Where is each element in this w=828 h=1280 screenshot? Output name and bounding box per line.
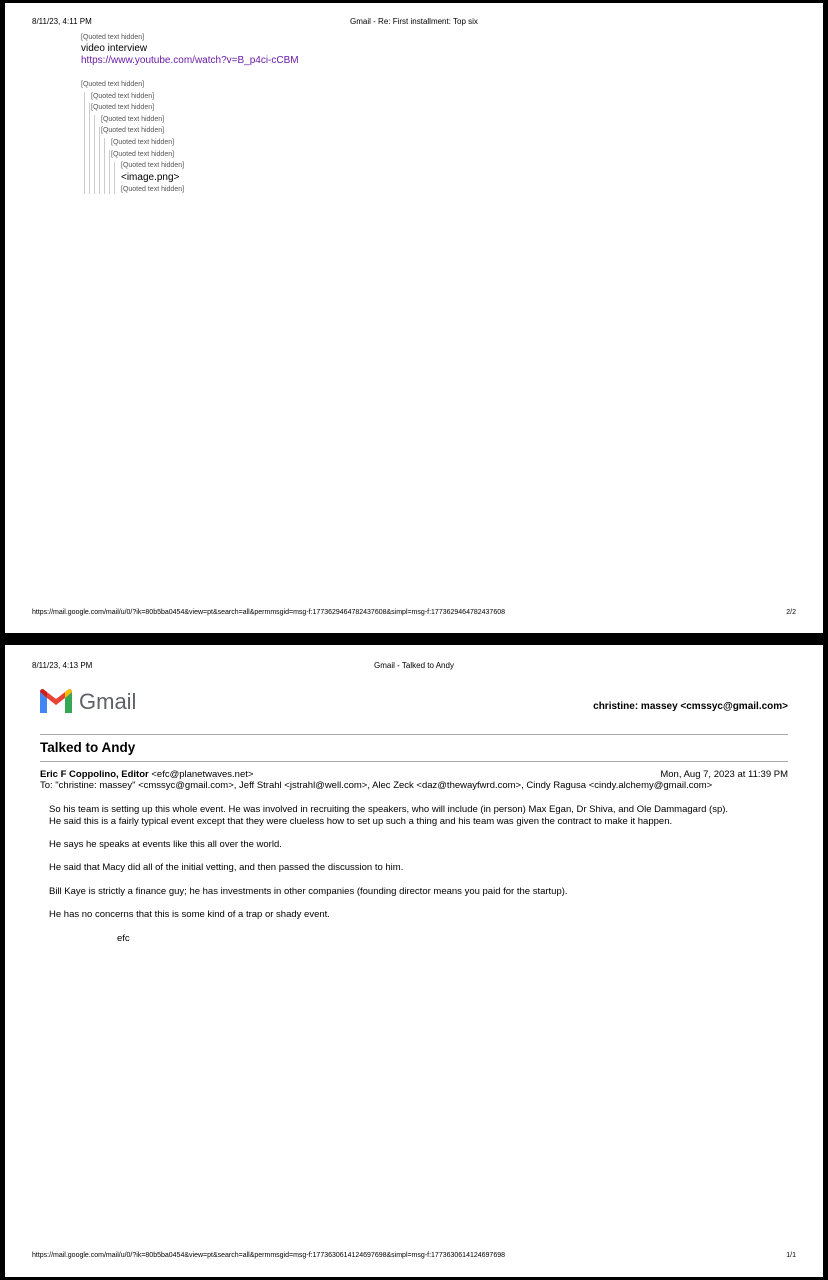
quote-bar bbox=[114, 162, 115, 194]
sender-email: <efc@planetwaves.net> bbox=[151, 769, 254, 780]
page-number: 2/2 bbox=[786, 609, 796, 616]
quote-bar bbox=[84, 92, 85, 194]
body-paragraph: He says he speaks at events like this all over the world. bbox=[49, 839, 282, 850]
email-subject: Talked to Andy bbox=[40, 740, 136, 755]
quoted-text-hidden[interactable]: [Quoted text hidden] bbox=[91, 93, 155, 100]
quoted-text-hidden[interactable]: [Quoted text hidden] bbox=[81, 81, 145, 88]
quoted-text-hidden[interactable]: [Quoted text hidden] bbox=[81, 34, 145, 41]
quoted-text-hidden[interactable]: [Quoted text hidden] bbox=[111, 151, 175, 158]
email-from bbox=[40, 769, 253, 780]
email-recipients: To: "christine: massey" <cmssyc@gmail.com>, Jeff Strahl <jstrahl@well.com>, Alec Zeck <daz@thewayfwrd.com>, Cindy Ragusa <cindy.alchemy@gmail.com> bbox=[40, 780, 713, 791]
body-paragraph bbox=[49, 804, 789, 827]
video-interview-label: video interview bbox=[81, 43, 148, 54]
quote-bar bbox=[99, 127, 100, 194]
page-header-date: 8/11/23, 4:13 PM bbox=[32, 661, 93, 670]
divider bbox=[40, 734, 788, 735]
signature: efc bbox=[117, 933, 130, 944]
body-line: So his team is setting up this whole event. He was involved in recruiting the speakers, who will include (in person) Max Egan, Dr Shiva, and Ole Dammagard (sp). bbox=[49, 804, 729, 815]
account-label: christine: massey <cmssyc@gmail.com> bbox=[593, 701, 788, 712]
quote-bar bbox=[104, 138, 105, 194]
page-header-date: 8/11/23, 4:11 PM bbox=[32, 17, 92, 26]
page-number: 1/1 bbox=[786, 1252, 796, 1259]
quoted-text-hidden[interactable]: [Quoted text hidden] bbox=[121, 162, 185, 169]
quoted-text-hidden[interactable]: [Quoted text hidden] bbox=[121, 186, 185, 193]
email-date: Mon, Aug 7, 2023 at 11:39 PM bbox=[660, 769, 788, 780]
body-paragraph: He has no concerns that this is some kind of a trap or shady event. bbox=[49, 909, 330, 920]
sender-name: Eric F Coppolino, Editor bbox=[40, 769, 149, 780]
video-link[interactable]: https://www.youtube.com/watch?v=B_p4ci-cCBM bbox=[81, 55, 299, 66]
quote-bar bbox=[94, 115, 95, 194]
quoted-text-hidden[interactable]: [Quoted text hidden] bbox=[101, 116, 165, 123]
body-paragraph: He said that Macy did all of the initial vetting, and then passed the discussion to him. bbox=[49, 862, 404, 873]
body-line: He said this is a fairly typical event except that they were clueless how to set up such a thing and his team was given the contract to make it happen. bbox=[49, 815, 673, 827]
page-header-title: Gmail - Talked to Andy bbox=[374, 661, 454, 670]
image-attachment[interactable]: <image.png> bbox=[121, 172, 180, 183]
body-paragraph: Bill Kaye is strictly a finance guy; he has investments in other companies (founding director means you paid for the startup). bbox=[49, 886, 568, 897]
quote-bar bbox=[89, 103, 90, 194]
page-footer-url: https://mail.google.com/mail/u/0/?ik=80b5ba0454&view=pt&search=all&permmsgid=msg-f:1773630614124697698&simpl=msg-f:1773630614124697698 bbox=[32, 1252, 506, 1259]
divider bbox=[40, 761, 788, 762]
print-page-1 bbox=[5, 3, 823, 633]
quote-bar bbox=[109, 150, 110, 194]
gmail-brand-label: Gmail bbox=[79, 689, 137, 714]
quoted-text-hidden[interactable]: [Quoted text hidden] bbox=[111, 139, 175, 146]
gmail-logo-icon bbox=[40, 689, 72, 713]
page-footer-url: https://mail.google.com/mail/u/0/?ik=80b5ba0454&view=pt&search=all&permmsgid=msg-f:1773629464782437608&simpl=msg-f:1773629464782437608 bbox=[32, 609, 506, 616]
quoted-text-hidden[interactable]: [Quoted text hidden] bbox=[91, 104, 155, 111]
page-header-title: Gmail - Re: First installment: Top six bbox=[350, 17, 478, 26]
quoted-text-hidden[interactable]: [Quoted text hidden] bbox=[101, 127, 165, 134]
print-page-2 bbox=[5, 645, 823, 1277]
